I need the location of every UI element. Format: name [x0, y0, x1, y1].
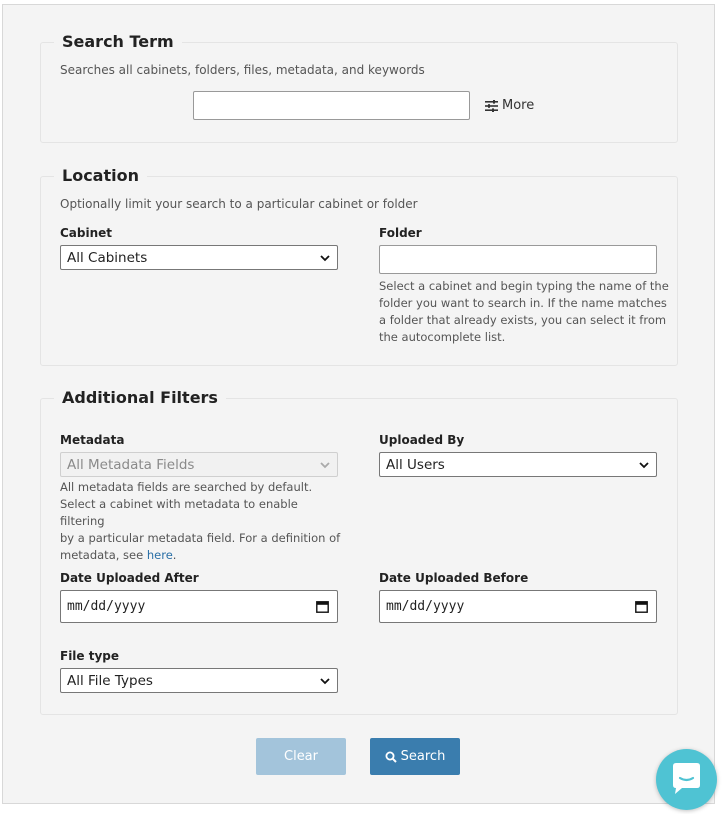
- metadata-select: [60, 452, 338, 477]
- cabinet-select[interactable]: [60, 245, 338, 270]
- folder-label: Folder: [379, 226, 422, 240]
- chevron-down-icon: [319, 252, 331, 264]
- search-term-description: Searches all cabinets, folders, files, metadata, and keywords: [60, 63, 425, 77]
- sliders-icon: [485, 100, 498, 112]
- cabinet-label: Cabinet: [60, 226, 113, 240]
- clear-button[interactable]: Clear: [256, 738, 346, 775]
- date-before-value: mm/dd/yyyy: [386, 599, 465, 614]
- uploaded-by-select[interactable]: [379, 452, 657, 477]
- folder-input[interactable]: [379, 245, 657, 274]
- more-label: More: [502, 98, 535, 113]
- date-after-input[interactable]: [60, 590, 338, 623]
- search-term-legend: Search Term: [62, 32, 174, 51]
- uploaded-by-select-value: All Users: [386, 456, 445, 473]
- cabinet-select-value: All Cabinets: [67, 249, 148, 266]
- metadata-help-text: All metadata fields are searched by default. Select a cabinet with metadata to enable filtering by a particular metadata field. For a definition of metadata, see here.: [60, 480, 341, 562]
- location-legend: Location: [62, 166, 139, 185]
- additional-filters-legend: Additional Filters: [62, 388, 218, 407]
- more-options-button[interactable]: [485, 98, 534, 113]
- chevron-down-icon: [319, 459, 331, 471]
- calendar-icon[interactable]: [635, 600, 648, 613]
- date-after-value: mm/dd/yyyy: [67, 599, 146, 614]
- chat-widget-button[interactable]: [656, 749, 717, 810]
- search-button-label: Search: [400, 749, 446, 764]
- search-term-group: [40, 32, 678, 143]
- file-type-select[interactable]: [60, 668, 338, 693]
- date-before-input[interactable]: [379, 590, 657, 623]
- uploaded-by-label: Uploaded By: [379, 433, 465, 447]
- location-description: Optionally limit your search to a particular cabinet or folder: [60, 197, 418, 211]
- search-input[interactable]: [193, 91, 470, 120]
- metadata-select-value: All Metadata Fields: [67, 456, 195, 473]
- search-button[interactable]: [370, 738, 460, 775]
- file-type-select-value: All File Types: [67, 672, 153, 689]
- search-icon: [385, 751, 397, 763]
- chat-bubble-icon: [656, 749, 717, 810]
- folder-help-text: Select a cabinet and begin typing the name of the folder you want to search in. If the name matches a folder that already exists, you can select it from the autocomplete list.: [379, 279, 669, 344]
- metadata-help-link[interactable]: here: [146, 548, 173, 562]
- date-after-label: Date Uploaded After: [60, 571, 199, 585]
- date-before-label: Date Uploaded Before: [379, 571, 529, 585]
- calendar-icon[interactable]: [316, 600, 329, 613]
- file-type-label: File type: [60, 649, 120, 663]
- chevron-down-icon: [319, 675, 331, 687]
- chevron-down-icon: [638, 459, 650, 471]
- search-panel: [2, 4, 715, 804]
- metadata-label: Metadata: [60, 433, 125, 447]
